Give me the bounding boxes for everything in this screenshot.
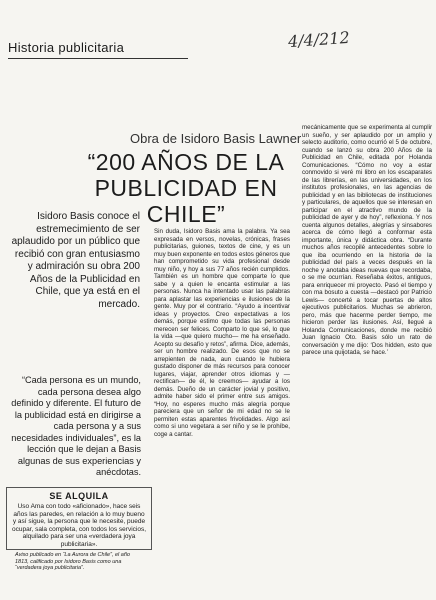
section-title: Historia publicitaria <box>8 40 125 55</box>
article-column-right: mecánicamente que se experimenta al cumplir un sueño, y ser aplaudido por un amplio y selecto auditorio, como ocurrió el 5 de octubre, cuando se lanzó su obra 200 Años de la Publicidad en Chile, editada por Holanda Comunicaciones. “Cómo no voy a estar conmovido si veré mi libro en los escaparates de las librerías, en las universidades, en los institutos profesionales, en las agencias de publicidad y en las bibliotecas de instituciones y particulares, de aquellos que se interesan en participar en el atractivo mundo de la publicidad de ayer y de hoy”, reflexiona. Y nos cuenta algunos detalles, alegrías y sinsabores acerca de cómo llegó a conformar esta importante, única y didáctica obra. “Durante muchos años recopilé antecedentes sobre lo que iba ocurriendo en la historia de la publicidad del país a veces después en la noche y anotaba ideas nuevas que recordaba, o se me ocurrían. Reseñaba éxitos, antiguos, para enriquecer mi proyecto. Pasó el tiempo y con ma bosuto a cuesta —destacó por Patricio Lewis— concerté a tocar puertas de altos ejecutivos publicitarios. Muchas se abrieron, pero, más que hacerme perder tiempo, me hicieron perder las ilusiones. Así, llegué a Holanda Comunicaciones, donde me recibió Juan Ignacio Oto. Basis sólo un rato de conversación y me dijo: ‘Dos hidden, esto que parece una quijotada, se hace.’ <box>302 124 432 356</box>
image-caption: Aviso publicado en “La Aurora de Chile”, el año 1813, calificado por Isidoro Basis como una “verdadera joya publicitaria”. <box>15 552 130 571</box>
sidebar-ad-body: Uso Ama con todo «aficionado», hace seis años las paredes, en relación a lo muy bueno y así sigue, la persona que le necesite, puede ocupar, sala completa, con todos los servicios, alquilado para ser una «verdadera joya publicitaria». <box>11 503 147 548</box>
headline: “200 AÑOS DE LA PUBLICIDAD EN CHILE” <box>87 149 285 227</box>
article-column-left: Sin duda, Isidoro Basis ama la palabra. Ya sea expresada en versos, novelas, crónicas, frases publicitarias, guiones, textos de cine, y es un muy buen exponente en todos estos géneros que han comprometido su vida profesional desde muy niño, y hoy a sus 77 años recién cumplidos. También es un hombre que comparte lo que sabe y a quien le encanta estimular a las personas. Nunca ha intentado usar las palabras para aplastar las experiencias e ilusiones de la gente. Muy por el contrario. “Ayudo a incentivar ideas y proyectos. Creo expectativas a los demás, porque estimo que todas las personas merecen ser felices. Comparto lo que sé, lo que la vida —que quiero mucho— me ha enseñado. Acepto su desafío y retos”, afirma. Dice, además, ser un hombre realizado. De esos que no se arrepienten de nada, aun cuando le hubiera gustado disponer de más recursos para conocer lugares, viajar, aprender otros idiomas y —rectifican— de él, le creemos— ayudar a los demás. Dueño de un carácter jovial y positivo, admite haber sido el primer entre sus amigos. “Hoy, no esperes mucho más alegría porque pareciera que un señor de mi edad no se le permiten estas aparentes frivolidades. Algo así como si uno vegetara a ser niño y se le prohíbe, coge a cantar. <box>154 228 290 438</box>
sidebar-ad-box <box>6 487 152 550</box>
byline: Obra de Isidoro Basis Lawner <box>130 131 302 146</box>
handwritten-date: 4/4/212 <box>287 27 351 52</box>
pull-quote: “Cada persona es un mundo, cada persona desea algo definido y diferente. El futuro de la publicidad está en dirigirse a cada persona y a sus necesidades individuales”, es la lección que le dejan a Basis algunas de sus experiencias y anécdotas. <box>11 375 141 477</box>
lead-paragraph: Isidoro Basis conoce el estremecimiento de ser aplaudido por un público que recibió con gran entusiasmo y admiración su obra 200 Años de la Publicidad en Chile, que ya está en el mercado. <box>11 211 140 310</box>
section-rule <box>8 58 188 59</box>
sidebar-ad-title: SE ALQUILA <box>49 491 109 501</box>
